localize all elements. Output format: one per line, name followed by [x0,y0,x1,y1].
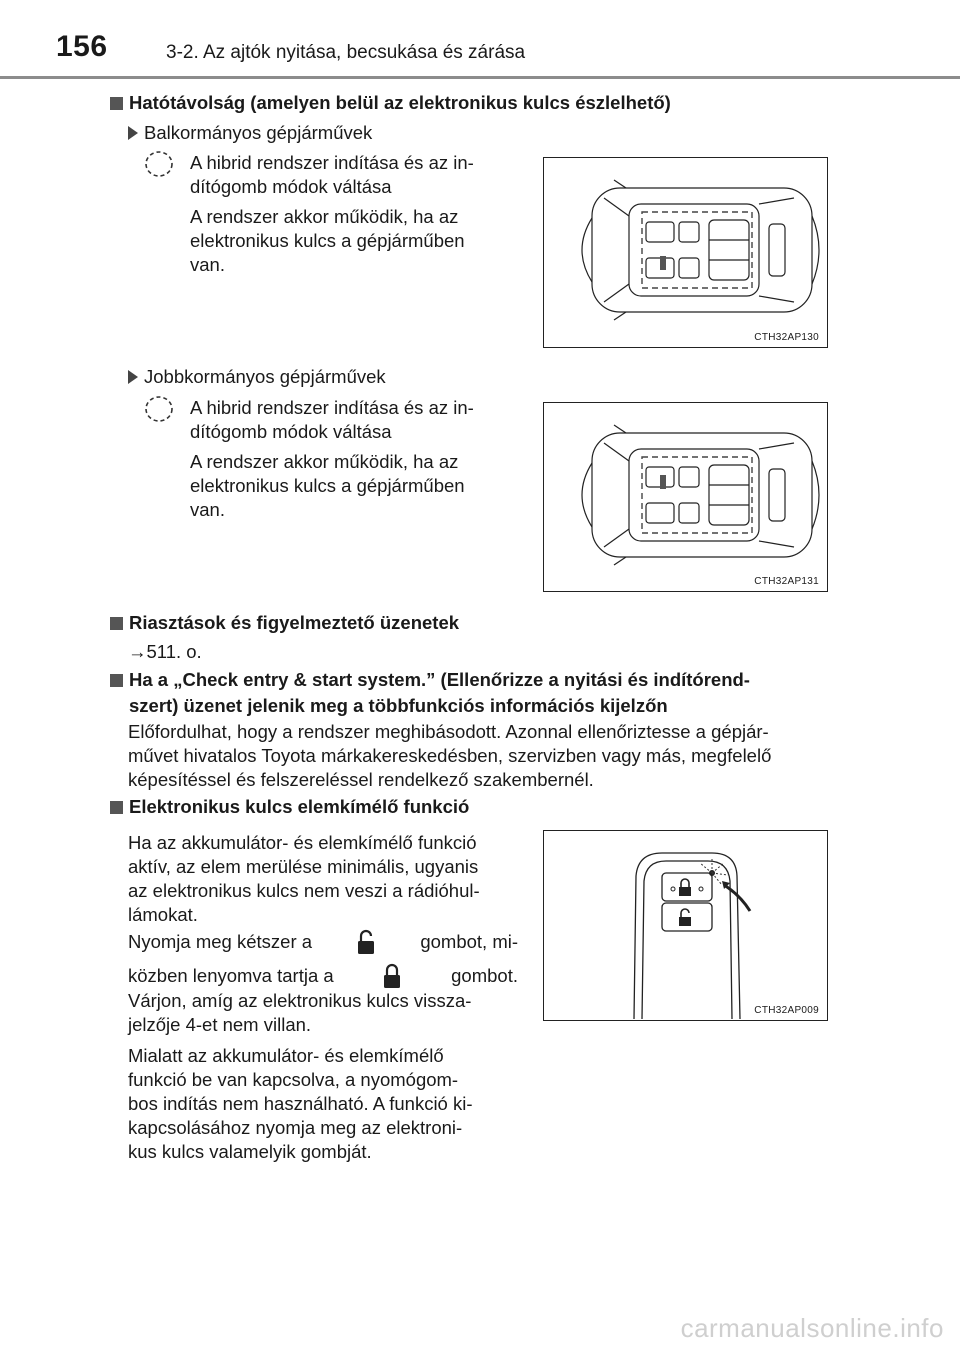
dashed-area-legend-icon [143,148,175,180]
figure-code: CTH32AP131 [754,576,819,587]
watermark: carmanualsonline.info [680,1313,944,1343]
lock-icon [383,963,401,989]
check-entry-body: Előfordulhat, hogy a rendszer meghibásodott. Azonnal ellenőriztesse a gépjár- művet hivatalos Toyota márkakereskedésben, szervizben vagy más, megfelelő képesítéssel és felszereléssel rendelkező szakembernél. [128,721,772,790]
car-topview-illustration [544,403,827,591]
square-bullet-icon [110,617,123,630]
unlock-icon [357,929,375,955]
triangle-bullet-icon [128,370,138,384]
range-heading: Hatótávolság (amelyen belül az elektronikus kulcs észlelhető) [110,90,671,116]
lhd-description: A rendszer akkor működik, ha az elektronikus kulcs a gépjárműben van. [190,206,465,275]
lhd-legend-text: A hibrid rendszer indítása és az in- dítógomb módok váltása [190,152,474,197]
electronic-key-figure [543,830,828,1021]
battery-saving-paragraph-1: Ha az akkumulátor- és elemkímélő funkció aktív, az elem merülése minimális, ugyanis az elektronikus kulcs nem veszi a rádióhul- lámokat. [128,832,480,925]
battery-saving-paragraph-3: Mialatt az akkumulátor- és elemkímélő funkció be van kapcsolva, a nyomógom- bos indítás nem használható. A funkció ki- kapcsolásához nyomja meg az elektroni- kus kulcs valamelyik gombját. [128,1045,473,1162]
rhd-legend-text: A hibrid rendszer indítása és az in- dítógomb módok váltása [190,397,474,442]
electronic-key-illustration [544,831,827,1020]
square-bullet-icon [110,801,123,814]
lhd-car-figure [543,157,828,348]
lhd-label: Balkormányos gépjárművek [128,120,372,146]
rhd-label: Jobbkormányos gépjárművek [128,364,386,390]
rhd-description: A rendszer akkor működik, ha az elektronikus kulcs a gépjárműben van. [190,451,465,520]
alarms-heading: Riasztások és figyelmeztető üzenetek [110,610,459,636]
battery-saving-heading: Elektronikus kulcs elemkímélő funkció [110,794,469,820]
square-bullet-icon [110,97,123,110]
square-bullet-icon [110,674,123,687]
rhd-car-figure [543,402,828,592]
figure-code: CTH32AP009 [754,1005,819,1016]
check-entry-heading: Ha a „Check entry & start system.” (Ellenőrizze a nyitási és indítórend- szert) üzenet jelenik meg a többfunkciós információs kijelzőn [110,667,855,719]
chapter-title: 3-2. Az ajtók nyitása, becsukása és zárása [166,42,526,63]
battery-saving-paragraph-2: Nyomja meg kétszer a gombot, mi- közben lenyomva tartja a gombot. Várjon, amíg az elektronikus kulcs vissza- jelzője 4-et nem villan. [128,931,518,1035]
triangle-bullet-icon [128,126,138,140]
page-number: 156 [56,30,108,63]
car-topview-illustration [544,158,827,347]
header-rule [0,76,960,79]
figure-code: CTH32AP130 [754,332,819,343]
alarms-page-reference[interactable]: →511. o. [128,641,202,662]
dashed-area-legend-icon [143,393,175,425]
